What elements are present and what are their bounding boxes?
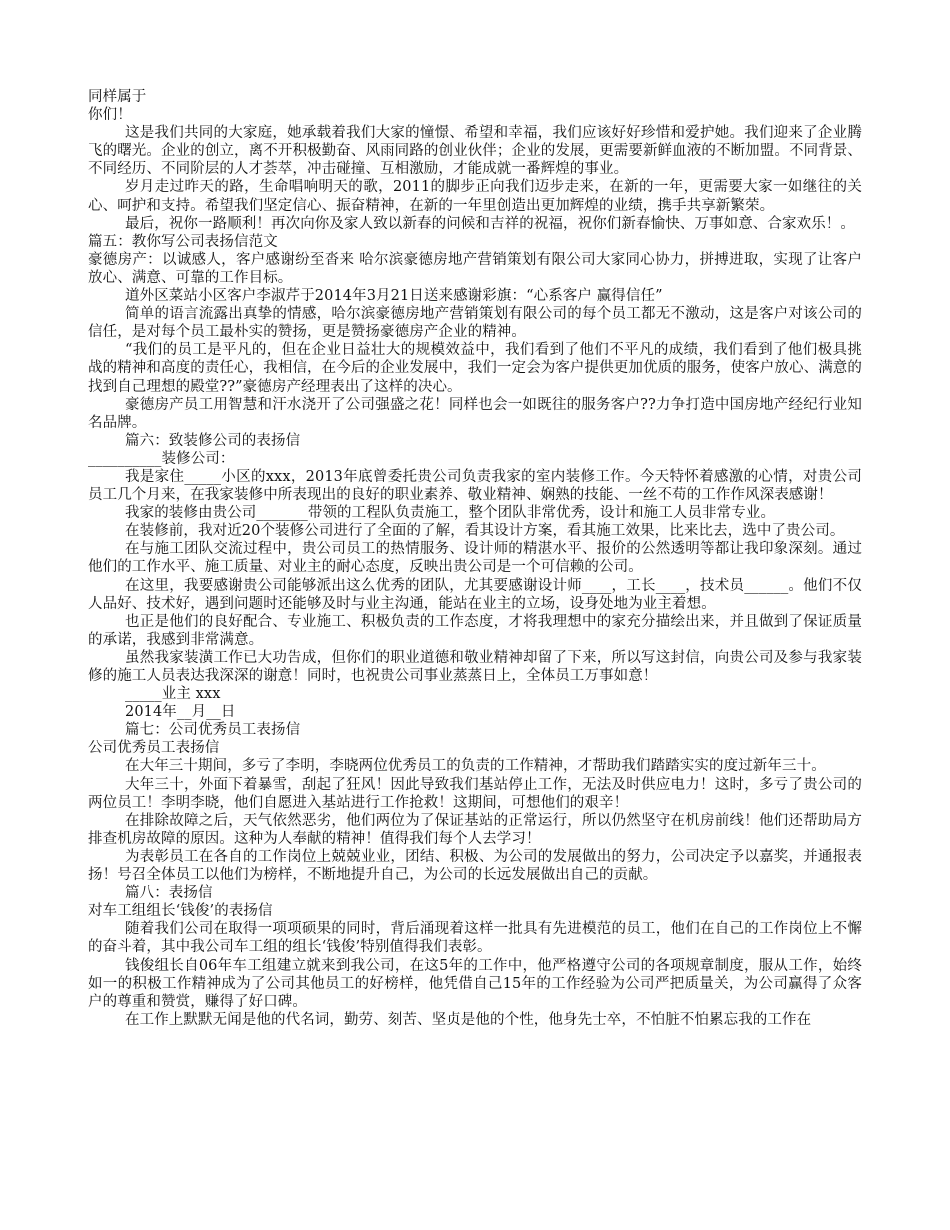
paragraph: 篇六：致装修公司的表扬信 (125, 432, 301, 449)
document-body (88, 88, 862, 1029)
paragraph: 为表彰员工在各自的工作岗位上兢兢业业，团结、积极、为公司的发展做出的努力，公司决定予以嘉奖，并通报表扬！号召全体员工以他们为榜样，不断地提升自己，为公司的长远发展做出自己的贡献。 (88, 848, 862, 884)
paragraph: 篇八：表扬信 (125, 885, 213, 902)
paragraph: 豪德房产：以诚感人，客户感谢纷至沓来 哈尔滨豪德房地产营销策划有限公司大家同心协力，拼搏进取，实现了让客户放心、满意、可靠的工作目标。 (88, 251, 862, 286)
paragraph: 在装修前，我对近20个装修公司进行了全面的了解，看其设计方案，看其施工效果，比来比去，选中了贵公司。 (125, 523, 845, 540)
paragraph: 你们！ (88, 107, 132, 124)
paragraph: 对车工组组长‘钱俊’的表扬信 (88, 903, 273, 920)
paragraph: 2014年__月__日 (125, 704, 236, 721)
paragraph: 在大年三十期间，多亏了李明，李晓两位优秀员工的负责的工作精神，才帮助我们踏踏实实的度过新年三十。 (125, 758, 826, 775)
paragraph: 简单的语言流露出真挚的情感，哈尔滨豪德房地产营销策划有限公司的每个员工都无不激动，这是客户对该公司的信任，是对每个员工最朴实的赞扬，更是赞扬豪德房产企业的精神。 (88, 306, 862, 341)
paragraph: 道外区菜站小区客户李淑芹于2014年3月21日送来感谢彩旗：“心系客户 赢得信任” (125, 288, 663, 305)
paragraph: “我们的员工是平凡的，但在企业日益壮大的规模效益中，我们看到了他们不平凡的成绩，我们看到了他们极具挑战的精神和高度的责任心，我相信，在今后的企业发展中，我们一定会为客户提供更加优质的服务，使客户放心、满意的找到自己理想的殿堂??”豪德房产经理表出了这样的决心。 (88, 342, 862, 395)
paragraph: 岁月走过昨天的路，生命唱响明天的歌，2011的脚步正向我们迈步走来，在新的一年，更需要大家一如继往的关心、呵护和支持。希望我们坚定信心、振奋精神，在新的一年里创造出更加辉煌的业绩，携手共享新繁荣。 (88, 179, 862, 214)
paragraph: 我家的装修由贵公司_______带领的工程队负责施工，整个团队非常优秀，设计和施工人员非常专业。 (125, 505, 776, 522)
paragraph: 同样属于 (88, 89, 147, 105)
paragraph: 在与施工团队交流过程中，贵公司员工的热情服务、设计师的精湛水平、报价的公然透明等都让我印象深刻。通过他们的工作水平、施工质量、对业主的耐心态度，反映出贵公司是一个可信赖的公司。 (88, 541, 862, 576)
paragraph: 在这里，我要感谢贵公司能够派出这么优秀的团队，尤其要感谢设计师____，工长____，技术员______。他们不仅人品好、技术好，遇到问题时还能够及时与业主沟通，能站在业主的立场，设身处地为业主着想。 (88, 577, 862, 612)
paragraph: 在排除故障之后，天气依然恶劣，他们两位为了保证基站的正常运行，所以仍然坚守在机房前线！他们还帮助局方排查机房故障的原因。这种为人奉献的精神！值得我们每个人去学习！ (88, 812, 862, 847)
paragraph: _____业主 xxx (125, 686, 221, 703)
paragraph: 在工作上默默无闻是他的代名词，勤劳、刻苦、坚贞是他的个性，他身先士卒，不怕脏不怕累忘我的工作在 (125, 1011, 812, 1028)
paragraph: 公司优秀员工表扬信 (88, 740, 220, 757)
paragraph: 钱俊组长自06年车工组建立就来到我公司，在这5年的工作中，他严格遵守公司的各项规章制度，服从工作，始终如一的积极工作精神成为了公司其他员工的好榜样，他凭借自己15年的工作经验为公司严把质量关，为公司赢得了众客户的尊重和赞赏，赚得了好口碑。 (88, 957, 862, 1010)
paragraph: __________装修公司： (88, 450, 235, 467)
paragraph: 最后，祝你一路顺利！再次向你及家人致以新春的问候和吉祥的祝福，祝你们新春愉快、万事如意、合家欢乐！。 (125, 215, 855, 232)
paragraph: 虽然我家装潢工作已大功告成，但你们的职业道德和敬业精神却留了下来，所以写这封信，向贵公司及参与我家装修的施工人员表达我深深的谢意！同时，也祝贵公司事业蒸蒸日上，全体员工万事如意！ (88, 649, 862, 684)
paragraph: 也正是他们的良好配合、专业施工、积极负责的工作态度，才将我理想中的家充分描绘出来，并且做到了保证质量的承诺，我感到非常满意。 (88, 613, 862, 648)
paragraph: 大年三十，外面下着暴雪，刮起了狂风！因此导致我们基站停止工作，无法及时供应电力！这时，多亏了贵公司的两位员工！李明李晓，他们自愿进入基站进行工作抢救！这期间，可想他们的艰辛！ (88, 776, 862, 811)
paragraph: 豪德房产员工用智慧和汗水浇开了公司强盛之花！同样也会一如既往的服务客户??力争打造中国房地产经纪行业知名品牌。 (88, 396, 862, 431)
paragraph: 篇七：公司优秀员工表扬信 (125, 722, 301, 739)
paragraph: 随着我们公司在取得一项项硕果的同时，背后涌现着这样一批具有先进模范的员工，他们在自己的工作岗位上不懈的奋斗着，其中我公司车工组的组长‘钱俊’特别值得我们表彰。 (88, 921, 862, 956)
paragraph: 我是家住_____小区的xxx，2013年底曾委托贵公司负责我家的室内装修工作。今天特怀着感激的心情，对贵公司员工几个月来，在我家装修中所表现出的良好的职业素养、敬业精神、娴熟的技能、一丝不苟的工作作风深表感谢！ (88, 468, 862, 504)
paragraph: 篇五：教你写公司表扬信范文 (88, 233, 278, 250)
paragraph: 这是我们共同的大家庭，她承载着我们大家的憧憬、希望和幸福，我们应该好好珍惜和爱护她。我们迎来了企业腾飞的曙光。企业的创立，离不开积极勤奋、风雨同路的创业伙伴；企业的发展，更需要新鲜血液的不断加盟。不同背景、不同经历、不同阶层的人才荟萃，冲击碰撞、互相激励，才能成就一番辉煌的事业。 (88, 125, 862, 178)
